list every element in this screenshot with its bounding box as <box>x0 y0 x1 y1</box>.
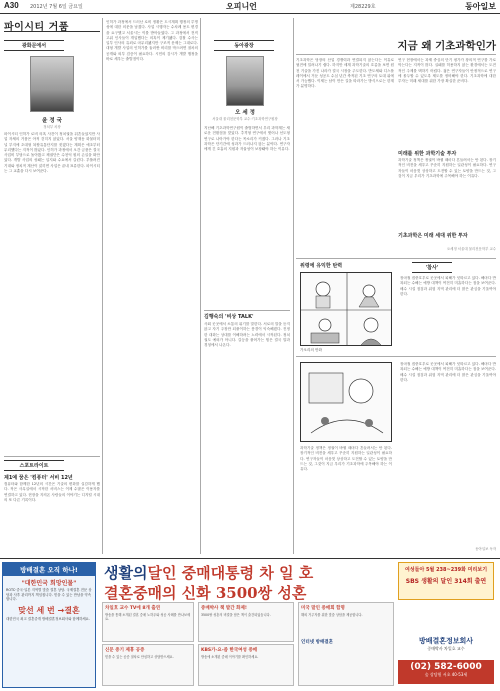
badge-line-1: SBS 생활의 달인 314회 출연 <box>405 578 487 585</box>
donga-plaza-tag: 동아광장 <box>214 40 274 51</box>
ad-org-name: 방배결혼정보회사 <box>418 637 474 645</box>
ad-slogan: 맞선 세 번 →결혼 <box>18 605 80 615</box>
ad-box-title: 차일호 교수 TV에 8개 출연 <box>105 606 161 611</box>
badge-line-2: 여성들아 5월 238~239화 미리보기 <box>404 567 488 573</box>
cartoon-illustration-2 <box>300 362 392 442</box>
section-name: 오피니언 <box>226 2 257 11</box>
column-title: 파이시티 거품 <box>4 22 69 33</box>
divider <box>296 258 496 259</box>
spotlight-title: 제1예 꿈은 '컴퓨터' 서비 12년 <box>4 475 73 481</box>
main-body-tail: 과학기술 정책은 정권이 바뀔 때마다 흔들려서는 안 된다. 장기적인 비전을 세우고 꾸준히 지원하는 일관성이 필요하다. 연구자들이 마음껏 상상하고 도전할 수 있는 토양을 만드는 것, 그것이 지금 우리가 기초과학에 주목해야 하는 이유다. <box>300 446 392 472</box>
divider <box>4 456 100 457</box>
ad-mini-badge: 인터넷 방배결혼 <box>301 640 333 646</box>
ad-headline-2: 결혼중매의 신화 3500쌍 성혼 <box>104 584 307 602</box>
main-subhead: 미래를 위한 과학기술 투자 <box>398 151 457 157</box>
author-name: 윤 정 국 <box>42 118 62 124</box>
main-credit: 오세정 서울대 물리천문학부 교수 <box>446 247 496 251</box>
ad-body: ROTC·중국·일본 지역별 맞춤 결혼 상담. 국제결혼 전문 상담과 사후 관리까지 책임집니다. 믿을 수 있는 만남을 약속합니다. <box>6 588 92 602</box>
talk-title: 김행숙의 '비상 TALK' <box>204 314 254 320</box>
divider <box>293 18 294 554</box>
ad-headline-lead: 생활의 <box>104 564 148 582</box>
ad-box-text: 3500쌍 성혼의 비결을 담은 책이 출간되었습니다. <box>201 613 271 617</box>
divider <box>102 18 103 554</box>
ad-box-text: 방송에 소개된 중매 이야기를 확인하세요. <box>201 655 259 659</box>
main-headline: 지금 왜 기초과학인가 <box>397 40 496 52</box>
author-photo <box>30 56 74 112</box>
cartoon-illustration <box>300 272 392 346</box>
column-body: 파이시티 인허가 로비 의혹 사건이 정치권을 뒤흔들었지만 사업 자체의 거품은 아직 걷히지 않았다. 서울 양재동 화물터미널 부지에 초대형 복합유통단지를 짓겠다는 계획은 애초부터 무리했다는 지적이 많았다. 인허가 과정에서 오간 금품은 결국 사업비 부담으로 돌아왔고 채권단은 수천억 원의 손실을 떠안았다. 개발 사업의 성패는 입지와 수요에서 갈린다. 부풀려진 기대와 정치적 계산이 얽히면 사업은 끝내 표류한다. 파이시티는 그 교훈을 다시 보여준다. <box>4 132 100 174</box>
spotlight-body: 컴퓨터와 함께한 12년의 시간은 기술의 변화를 실감하게 했다. 작은 사무실에서 시작한 서비스는 이제 수많은 이용자를 연결하고 있다. 현장을 지켜온 사람들의 이야기는 디지털 시대의 또 다른 기록이다. <box>4 482 100 502</box>
main-body-a: 기초과학은 당장의 산업 경쟁력과 연결되지 않는다는 이유로 뒷전에 밀려나기 쉽다. 하지만 세계 과학기술의 흐름을 보면 원천 기술을 가진 나라가 결국 시장을 주도한다. 반도체와 디스플레이에서 거둔 성공도 수십 년간 축적된 기초 연구의 토대 위에서 가능했다. 이제는 남이 만든 길을 따라가는 방식으로는 한계가 분명하다. <box>296 58 394 89</box>
ad-box <box>198 602 294 642</box>
ad-phone[interactable] <box>398 660 494 684</box>
ad-box <box>102 644 194 686</box>
ad-subheading: "대한민국 희망인물" <box>21 580 77 587</box>
column-body: 장마철 집중호우로 곳곳에서 피해가 잇따르고 있다. 해마다 반복되는 수해는 예방 대책이 여전히 미흡하다는 점을 보여준다. 배수 시설 점검과 위험 지역 관리에 더 많은 관심을 기울여야 한다. <box>400 276 496 296</box>
ad-phone-number: (02) 582-6000 <box>410 662 482 672</box>
divider <box>296 54 496 55</box>
ad-box-title: 중매박사 책 발간 화제! <box>201 606 247 611</box>
ad-box-title: 미국 말인 중매회 합명 <box>301 606 345 611</box>
ad-box-title: 신문 중기 제휴 공증 <box>105 648 145 653</box>
left-advertisement[interactable] <box>2 562 96 688</box>
cartoon-title: 위령에 유익한 탄력 <box>300 263 343 269</box>
ad-box-text: 해외 거주자를 위한 맞춤 상담을 제공합니다. <box>301 613 363 617</box>
ad-tail: 대한민국 최고 결혼중개 방배결혼정보회사와 함께하세요. <box>6 616 90 621</box>
talk-body: 사회 곳곳에서 소통의 위기를 말한다. 서로의 말을 듣지 않고 자기 주장만 되풀이하는 풍경이 익숙해졌다. 진정한 대화는 상대를 이해하려는 노력에서 시작된다. 정치권도 예외가 아니다. 갈등을 풀어가는 힘은 결국 말과 경청에서 나온다. <box>204 322 290 348</box>
ad-box-text: 방송을 통해 소개된 결혼 중매 노하우와 성공 사례를 만나보세요. <box>105 613 191 622</box>
issue-number: 제28229호 <box>350 4 376 10</box>
column-body-continued: 인허가 과정에서 드러난 로비 정황은 도시계획 행정의 투명성에 대한 의문을 남겼다. 사업 시행자는 수차례 용도 변경을 요구했고 서울시는 이를 받아들였다. 그 과정에서 전직 고위 인사들이 개입했다는 의혹이 제기됐다. 검찰 수사는 일부 인사의 유죄로 마무리됐지만 구조적 문제는 그대로다. 대형 개발 사업의 인허가를 둘러싼 비리를 막으려면 절차의 공개와 외부 검증이 필요하다. 시민의 감시가 개발 행정을 바로 세우는 출발점이다. <box>106 20 198 62</box>
author-name: 오 세 정 <box>235 110 255 116</box>
page-number: A30 <box>4 1 19 10</box>
main-subhead-2: 기초과학은 미래 세대 위한 투자 <box>398 233 468 239</box>
main-advertisement[interactable] <box>100 562 496 688</box>
page-header <box>0 0 500 14</box>
column-body: 지난해 기초과학연구원이 출범하면서 우리 과학계는 새로운 전환점을 맞았다. 추격형 연구에서 벗어나 선도형 연구로 나아가야 한다는 목소리가 커졌다. 그러나 기초과학은 단기간에 성과가 드러나지 않는 분야다. 연구자에게 긴 호흡의 지원과 자율성이 보장돼야 하는 이유다. <box>204 126 290 152</box>
main-body-c: 과학기술 정책은 정권이 바뀔 때마다 흔들려서는 안 된다. 장기적인 비전을 세우고 꾸준히 지원하는 일관성이 필요하다. 연구자들이 마음껏 상상하고 도전할 수 있는 토양을 만드는 것, 그것이 지금 우리가 기초과학에 주목해야 하는 이유다. <box>398 158 496 178</box>
ad-address: 숲 상담원 서초 40-53세 <box>424 672 468 677</box>
ad-box <box>298 602 394 686</box>
author-role: 정치부 차장 <box>43 125 61 129</box>
ad-headline <box>104 562 313 583</box>
cartoon-caption: 가오리의 만화 <box>300 348 322 352</box>
author-role: 서울대 물리천문학부 교수·기초과학연구원장 <box>212 117 278 121</box>
ad-box <box>198 644 294 686</box>
spotlight-tag: 스포트라이트 <box>4 460 64 471</box>
column-tag: 광화문에서 <box>4 40 64 51</box>
divider <box>204 310 290 311</box>
paper-name: 동아일보 <box>465 1 496 11</box>
column-body-extended: 장마철 집중호우로 곳곳에서 피해가 잇따르고 있다. 해마다 반복되는 수해는 예방 대책이 여전히 미흡하다는 점을 보여준다. 배수 시설 점검과 위험 지역 관리에 더 많은 관심을 기울여야 한다. <box>400 362 496 382</box>
ad-headline-name: 달인 중매대통령 차 일 호 <box>147 564 314 582</box>
column-tag: '참사' <box>412 262 452 273</box>
issue-date: 2012년 7월 6일 금요일 <box>30 4 83 10</box>
ad-box-text: 믿을 수 있는 공증 절차로 안심하고 상담받으세요. <box>105 655 174 659</box>
divider <box>200 18 201 554</box>
ad-org-sub: 중매박사 차일호 교수 <box>427 646 465 651</box>
ad-heading: 방배결혼 오직 하나! <box>3 563 95 576</box>
divider <box>296 356 496 357</box>
tv-badge <box>398 562 494 600</box>
ad-organization <box>398 636 494 652</box>
ad-box-title: KBS가-요-즘 한국여성 중매 <box>201 648 258 653</box>
main-body-b: 연구 현장에서는 과제 중심의 단기 평가가 창의적 연구를 가로막는다는 지적이 많다. 실패를 허용하지 않는 환경에서는 도전적인 주제를 택하기 어렵다. 젊은 연구자들이 안정적으로 연구에 몰두할 수 있도록 제도를 정비해야 한다. 기초과학에 대한 투자는 미래 세대를 위한 가장 확실한 준비다. <box>398 58 496 84</box>
ad-box <box>102 602 194 642</box>
column-credit: 동아일보 독자 <box>475 547 496 551</box>
author-photo <box>226 56 264 106</box>
divider <box>4 31 100 32</box>
